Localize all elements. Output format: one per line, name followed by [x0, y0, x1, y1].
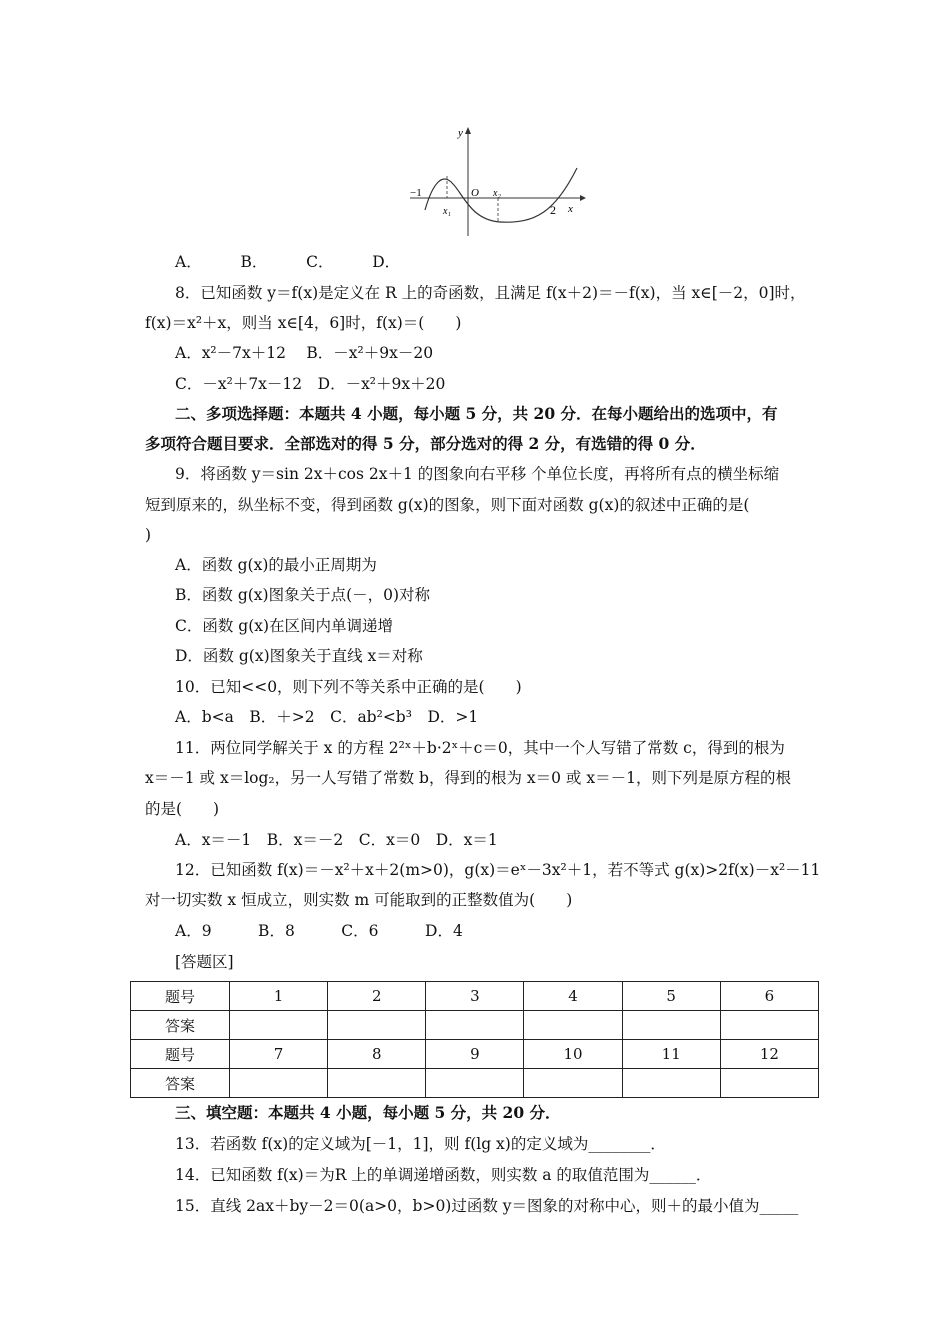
q-num-cell: 5 — [622, 982, 720, 1011]
answer-cell[interactable] — [720, 1069, 818, 1098]
q10-options: A．b<a B．＋>2 C．ab²<b³ D．>1 — [175, 708, 479, 726]
label-2: 2 — [550, 203, 556, 217]
q10-stem: 10．已知<<0，则下列不等关系中正确的是( ) — [175, 678, 522, 696]
q11-options: A．x＝－1 B．x＝－2 C．x＝0 D．x＝1 — [175, 831, 498, 849]
q8-options-ab: A．x²－7x＋12 B．－x²＋9x－20 — [175, 344, 434, 362]
q7-options: A． B． C． D． — [175, 253, 401, 271]
answer-cell[interactable] — [622, 1069, 720, 1098]
q9-line3: ) — [145, 526, 152, 544]
section3-heading: 三、填空题：本题共 4 小题，每小题 5 分，共 20 分． — [175, 1103, 561, 1122]
q-num-cell: 9 — [426, 1040, 524, 1069]
row-label-q: 题号 — [131, 1040, 230, 1069]
table-row — [131, 1011, 819, 1040]
q9-line1: 9．将函数 y＝sin 2x＋cos 2x＋1 的图象向右平移 个单位长度，再将所有点的横坐标缩 — [175, 465, 780, 483]
answer-cell[interactable] — [524, 1011, 622, 1040]
q-num-cell: 6 — [720, 982, 818, 1011]
q-num-cell: 11 — [622, 1040, 720, 1069]
q11-line1: 11．两位同学解关于 x 的方程 2²ˣ＋b·2ˣ＋c＝0，其中一个人写错了常数 c，得到的根为 — [175, 739, 785, 757]
section2-heading-1: 二、多项选择题：本题共 4 小题，每小题 5 分，共 20 分．在每小题给出的选项中，有 — [175, 404, 778, 423]
label-origin: O — [471, 187, 479, 199]
answer-cell[interactable] — [230, 1069, 328, 1098]
answer-cell[interactable] — [426, 1069, 524, 1098]
label-y: y — [458, 127, 463, 139]
answer-cell[interactable] — [524, 1069, 622, 1098]
section2-heading-2: 多项符合题目要求．全部选对的得 5 分，部分选对的得 2 分，有选错的得 0 分． — [145, 434, 706, 453]
q9-option-c: C．函数 g(x)在区间内单调递增 — [175, 617, 394, 635]
q8-line1: 8．已知函数 y＝f(x)是定义在 R 上的奇函数，且满足 f(x＋2)＝－f(x)，当 x∈[－2，0]时， — [175, 284, 806, 302]
function-graph — [405, 122, 590, 240]
q12-line2: 对一切实数 x 恒成立，则实数 m 可能取到的正整数值为( ) — [145, 891, 573, 909]
answer-cell[interactable] — [426, 1011, 524, 1040]
q-num-cell: 12 — [720, 1040, 818, 1069]
x-axis-arrow — [580, 195, 586, 201]
label-x2: x₂ — [493, 188, 501, 199]
label-neg1: −1 — [410, 187, 422, 199]
row-label-q: 题号 — [131, 982, 230, 1011]
q-num-cell: 4 — [524, 982, 622, 1011]
q14: 14．已知函数 f(x)＝为R 上的单调递增函数，则实数 a 的取值范围为______． — [175, 1166, 712, 1184]
row-label-a: 答案 — [131, 1069, 230, 1098]
answer-table — [130, 981, 819, 1098]
answer-area-label: [答题区] — [175, 953, 234, 971]
q15: 15．直线 2ax＋by－2＝0(a>0，b>0)过函数 y＝图象的对称中心，则＋的最小值为_____ — [175, 1197, 799, 1215]
q8-options-cd: C．－x²＋7x－12 D．－x²＋9x＋20 — [175, 375, 446, 393]
q11-line2: x＝－1 或 x＝log₂，另一人写错了常数 b，得到的根为 x＝0 或 x＝－1，则下列是原方程的根 — [145, 769, 791, 787]
table-row — [131, 982, 819, 1011]
label-x1: x₁ — [443, 206, 451, 217]
q12-line1: 12．已知函数 f(x)＝－x²＋x＋2(m>0)，g(x)＝eˣ－3x²＋1，若不等式 g(x)>2f(x)－x²－11 — [175, 861, 821, 879]
q9-option-d: D．函数 g(x)图象关于直线 x＝对称 — [175, 647, 423, 665]
q9-line2: 短到原来的，纵坐标不变，得到函数 g(x)的图象，则下面对函数 g(x)的叙述中正确的是( — [145, 496, 750, 514]
answer-cell[interactable] — [328, 1011, 426, 1040]
answer-cell[interactable] — [622, 1011, 720, 1040]
q11-line3: 的是( ) — [145, 800, 220, 818]
q-num-cell: 10 — [524, 1040, 622, 1069]
q9-option-a: A．函数 g(x)的最小正周期为 — [175, 556, 377, 574]
answer-cell[interactable] — [328, 1069, 426, 1098]
q-num-cell: 7 — [230, 1040, 328, 1069]
q13: 13．若函数 f(x)的定义域为[－1，1]，则 f(lg x)的定义域为________． — [175, 1135, 666, 1153]
table-row — [131, 1069, 819, 1098]
q-num-cell: 3 — [426, 982, 524, 1011]
q-num-cell: 1 — [230, 982, 328, 1011]
table-row — [131, 1040, 819, 1069]
q12-options: A．9 B．8 C．6 D．4 — [175, 922, 463, 940]
row-label-a: 答案 — [131, 1011, 230, 1040]
answer-cell[interactable] — [720, 1011, 818, 1040]
q-num-cell: 2 — [328, 982, 426, 1011]
y-axis-arrow — [465, 127, 471, 134]
q-num-cell: 8 — [328, 1040, 426, 1069]
q8-line2: f(x)＝x²＋x，则当 x∈[4，6]时，f(x)＝( ) — [145, 314, 462, 332]
answer-cell[interactable] — [230, 1011, 328, 1040]
label-x: x — [568, 203, 573, 215]
q9-option-b: B．函数 g(x)图象关于点(－，0)对称 — [175, 586, 431, 604]
